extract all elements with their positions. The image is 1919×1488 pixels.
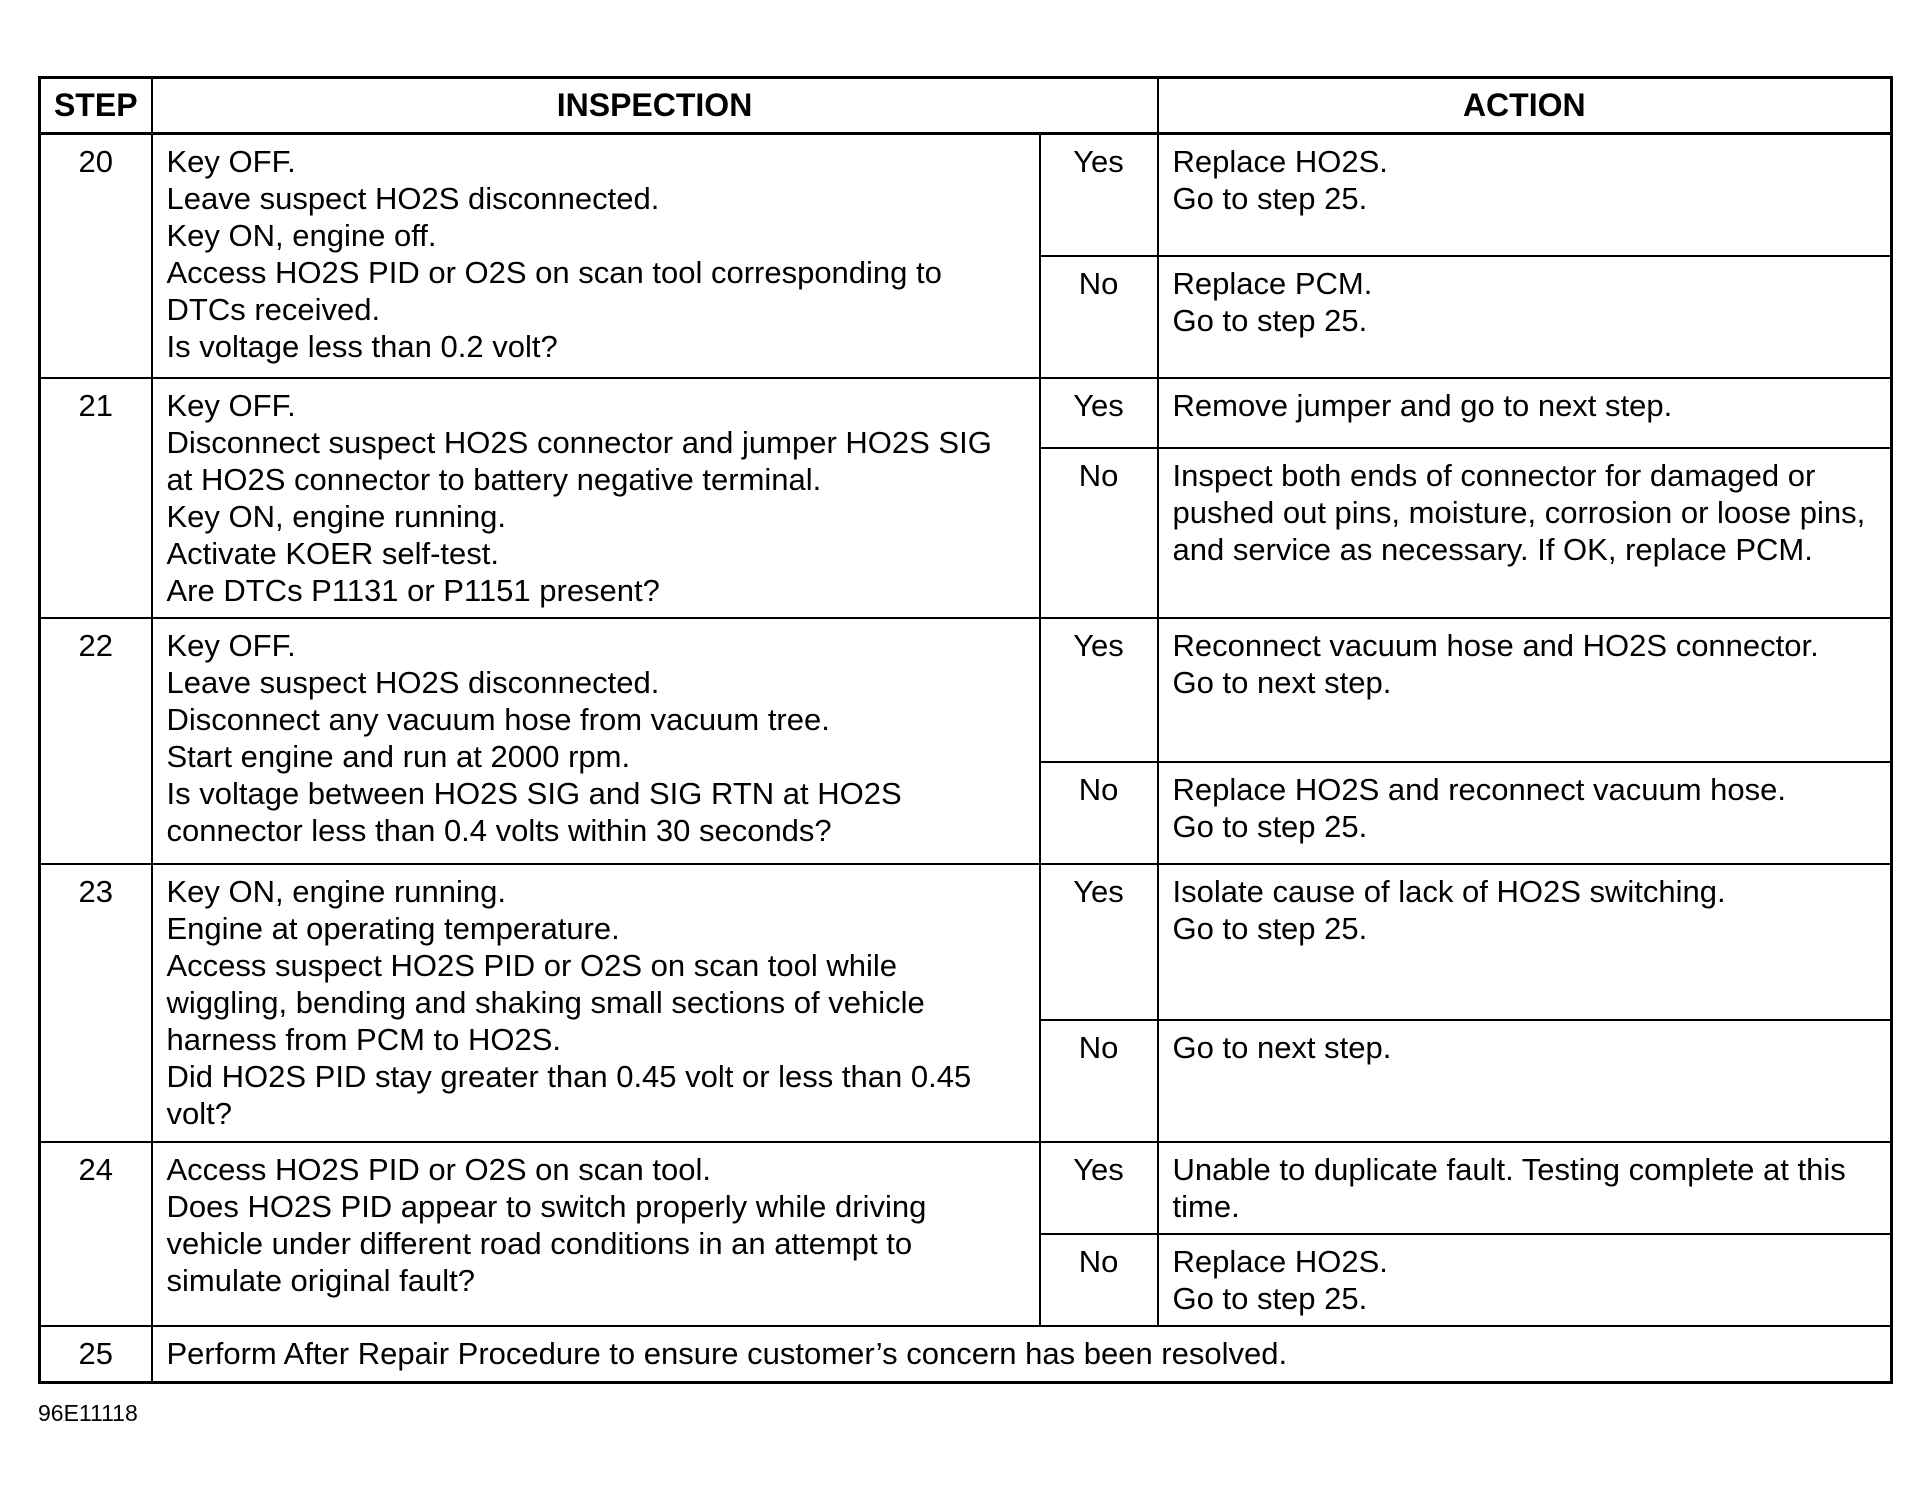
inspection-line: Key ON, engine off. [166, 218, 437, 253]
action-cell [1158, 378, 1892, 448]
action-cell [1158, 134, 1892, 257]
action-line: Remove jumper and go to next step. [1172, 388, 1673, 423]
action-line: Go to step 25. [1172, 1281, 1368, 1316]
no-label: No [1040, 1020, 1158, 1142]
yes-label: Yes [1040, 378, 1158, 448]
table-row [40, 1326, 1892, 1383]
step-number: 20 [40, 134, 152, 379]
action-cell [1158, 1142, 1892, 1234]
step-number: 22 [40, 618, 152, 864]
action-line: Replace HO2S. [1172, 144, 1388, 179]
inspection-line: Key OFF. [166, 388, 296, 423]
no-label: No [1040, 256, 1158, 378]
action-cell [1158, 448, 1892, 618]
inspection-line: Activate KOER self-test. [166, 536, 499, 571]
step-number: 25 [40, 1326, 152, 1383]
no-label: No [1040, 448, 1158, 618]
action-line: Replace PCM. [1172, 266, 1373, 301]
step-number: 23 [40, 864, 152, 1142]
table-row [40, 134, 1892, 257]
action-line: Inspect both ends of connector for damaged or pushed out pins, moisture, corrosion or loose pins, and service as necessary. If OK, replace PCM. [1172, 458, 1866, 568]
yes-label: Yes [1040, 618, 1158, 762]
action-cell [1158, 864, 1892, 1020]
action-cell [1158, 256, 1892, 378]
inspection-line: Key ON, engine running. [166, 874, 506, 909]
inspection-line: Disconnect suspect HO2S connector and jumper HO2S SIG at HO2S connector to battery negative terminal. [166, 425, 992, 497]
inspection-cell [152, 378, 1040, 618]
no-label: No [1040, 1234, 1158, 1326]
action-line: Unable to duplicate fault. Testing complete at this time. [1172, 1152, 1846, 1224]
inspection-line: Leave suspect HO2S disconnected. [166, 181, 660, 216]
action-line: Go to next step. [1172, 665, 1392, 700]
inspection-line: Are DTCs P1131 or P1151 present? [166, 573, 660, 608]
table-row [40, 618, 1892, 762]
inspection-line: Disconnect any vacuum hose from vacuum tree. [166, 702, 830, 737]
header-inspection: INSPECTION [152, 78, 1158, 134]
inspection-line: Does HO2S PID appear to switch properly while driving vehicle under different road conditions in an attempt to simulate original fault? [166, 1189, 927, 1298]
table-header-row [40, 78, 1892, 134]
action-line: Go to step 25. [1172, 911, 1368, 946]
table-row [40, 1142, 1892, 1234]
yes-label: Yes [1040, 1142, 1158, 1234]
action-line: Isolate cause of lack of HO2S switching. [1172, 874, 1726, 909]
step-number: 24 [40, 1142, 152, 1326]
inspection-line: Key OFF. [166, 144, 296, 179]
action-line: Replace HO2S and reconnect vacuum hose. [1172, 772, 1786, 807]
action-cell [1158, 618, 1892, 762]
no-label: No [1040, 762, 1158, 864]
header-step: STEP [40, 78, 152, 134]
inspection-line: Key ON, engine running. [166, 499, 506, 534]
inspection-cell [152, 618, 1040, 864]
table-row [40, 864, 1892, 1020]
inspection-line: Access suspect HO2S PID or O2S on scan tool while wiggling, bending and shaking small sections of vehicle harness from PCM to HO2S. [166, 948, 925, 1057]
action-cell [1158, 762, 1892, 864]
inspection-line: Is voltage between HO2S SIG and SIG RTN at HO2S connector less than 0.4 volts within 30 seconds? [166, 776, 902, 848]
action-line: Reconnect vacuum hose and HO2S connector. [1172, 628, 1819, 663]
yes-label: Yes [1040, 134, 1158, 257]
yes-label: Yes [1040, 864, 1158, 1020]
figure-id: 96E11118 [38, 1400, 138, 1426]
table-row [40, 378, 1892, 448]
action-line: Go to next step. [1172, 1030, 1392, 1065]
inspection-line: Access HO2S PID or O2S on scan tool. [166, 1152, 711, 1187]
inspection-line: Start engine and run at 2000 rpm. [166, 739, 631, 774]
header-action: ACTION [1158, 78, 1892, 134]
inspection-line: Access HO2S PID or O2S on scan tool corresponding to DTCs received. [166, 255, 942, 327]
step-number: 21 [40, 378, 152, 618]
final-step-text: Perform After Repair Procedure to ensure customer’s concern has been resolved. [152, 1326, 1892, 1383]
inspection-line: Engine at operating temperature. [166, 911, 620, 946]
action-line: Replace HO2S. [1172, 1244, 1388, 1279]
inspection-line: Leave suspect HO2S disconnected. [166, 665, 660, 700]
inspection-cell [152, 1142, 1040, 1326]
inspection-line: Is voltage less than 0.2 volt? [166, 329, 558, 364]
inspection-line: Key OFF. [166, 628, 296, 663]
action-cell [1158, 1234, 1892, 1326]
action-line: Go to step 25. [1172, 181, 1368, 216]
action-cell [1158, 1020, 1892, 1142]
action-line: Go to step 25. [1172, 809, 1368, 844]
inspection-cell [152, 864, 1040, 1142]
inspection-cell [152, 134, 1040, 379]
diagnostic-table [38, 76, 1893, 1384]
action-line: Go to step 25. [1172, 303, 1368, 338]
inspection-line: Did HO2S PID stay greater than 0.45 volt or less than 0.45 volt? [166, 1059, 972, 1131]
